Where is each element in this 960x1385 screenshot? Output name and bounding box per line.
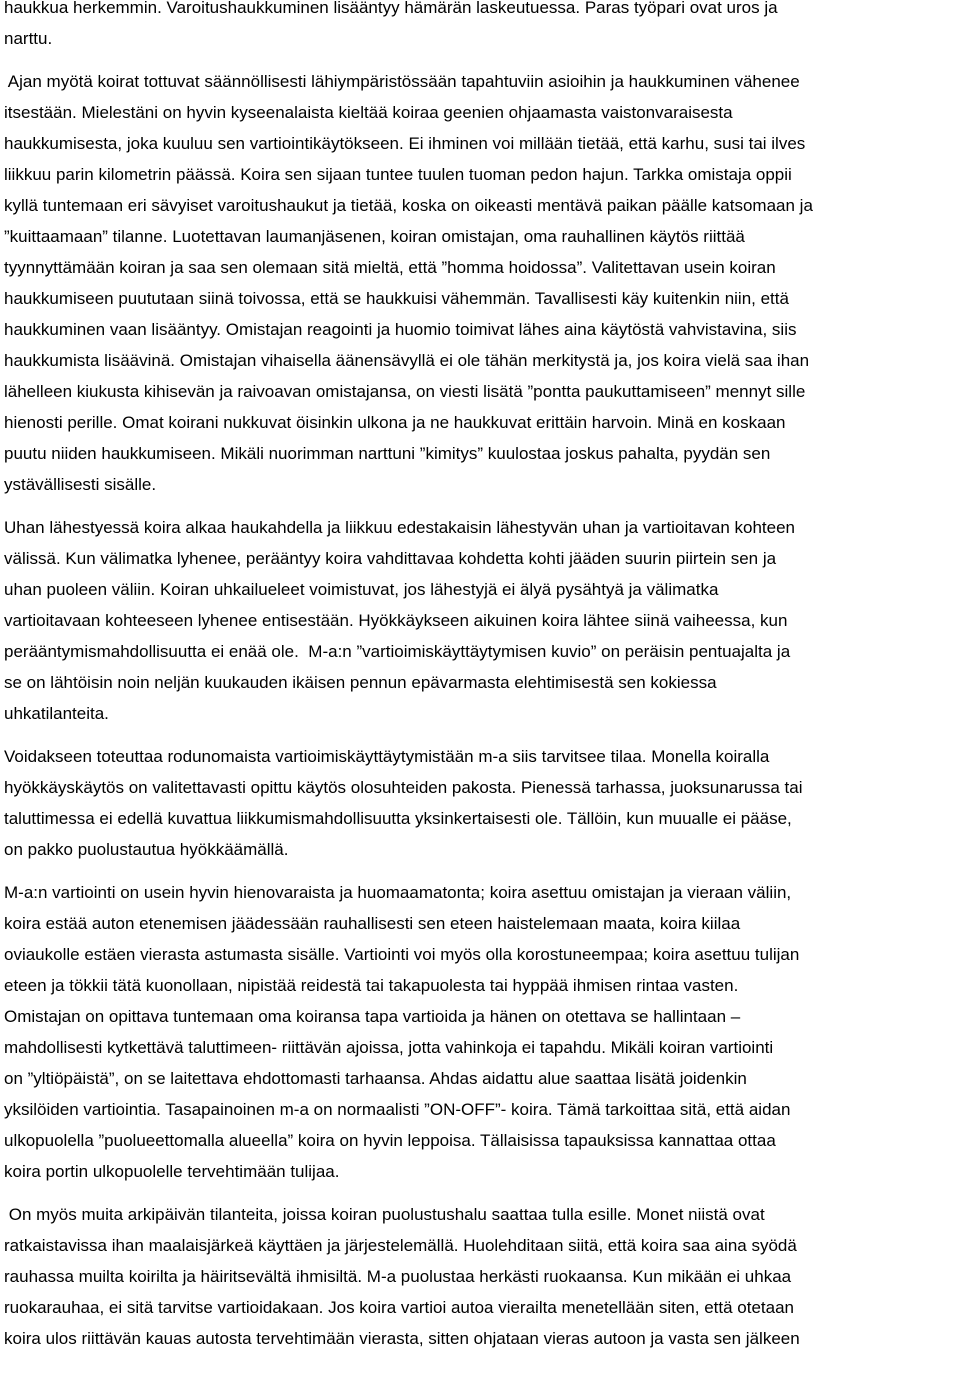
text-run: perääntymismahdollisuutta ei enää ole. M-a:n ”vartioimiskäyttäytymisen kuvio” on peräisin pentuajalta ja (4, 642, 791, 661)
text-run: Mielestäni on hyvin kyseenalaista kieltää koiraa geenien ohjaamasta vaistonvaraisesta (81, 103, 733, 122)
text-line (4, 970, 956, 1001)
text-run: eteen ja tökkii tätä kuonollaan, nipistää reidestä tai takapuolesta tai hyppää ihmisen rintaa vasten. (4, 976, 739, 995)
text-line (4, 0, 956, 23)
text-run: hyökkäyskäytös on valitettavasti opittu käytös olosuhteiden pakosta. Pienessä tarhassa, juoksunarussa tai (4, 778, 803, 797)
text-line (4, 23, 956, 54)
text-line (4, 283, 956, 314)
text-run: liikkuu parin kilometrin päässä. Koira sen sijaan tuntee tuulen tuoman pedon hajun. Tarkka omistaja oppii (4, 165, 792, 184)
text-line (4, 1261, 956, 1292)
text-line (4, 772, 956, 803)
text-line (4, 698, 956, 729)
text-line (4, 438, 956, 469)
text-line (4, 1001, 956, 1032)
document-paragraph (4, 1199, 956, 1354)
text-run: haukkumisesta, joka kuuluu sen vartiointikäytökseen. Ei ihminen voi millään tietää, että karhu, susi tai ilves (4, 134, 806, 153)
text-line (4, 741, 956, 772)
text-line (4, 605, 956, 636)
text-run: koira portin ulkopuolelle tervehtimään tulijaa. (4, 1162, 340, 1181)
text-line (4, 159, 956, 190)
text-run: on ”yltiöpäistä”, on se laitettava ehdottomasti tarhaansa. Ahdas aidattu alue saattaa lisätä joidenkin (4, 1069, 747, 1088)
text-run: Uhan lähestyessä koira alkaa haukahdella ja liikkuu edestakaisin lähestyvän uhan ja vartioitavan kohteen (4, 518, 795, 537)
text-line (4, 1199, 956, 1230)
document-paragraph (4, 0, 956, 54)
text-line (4, 512, 956, 543)
text-run: Ajan myötä koirat tottuvat säännöllisesti lähiympäristössään tapahtuviin asioihin ja haukkuminen vähenee (4, 72, 800, 91)
text-line (4, 834, 956, 865)
text-line (4, 543, 956, 574)
text-run: puutu niiden haukkumiseen. Mikäli nuorimman narttuni ”kimitys” kuulostaa joskus pahalta, pyydän sen (4, 444, 771, 463)
text-run: kyllä tuntemaan eri sävyiset varoitushaukut ja tietää, koska on oikeasti mentävä paikan päälle katsomaan ja (4, 196, 813, 215)
text-line (4, 469, 956, 500)
text-run: narttu. (4, 29, 53, 48)
text-line (4, 574, 956, 605)
text-run: mahdollisesti kytkettävä taluttimeen- riittävän ajoissa, jotta vahinkoja ei tapahdu. Mikäli koiran vartiointi (4, 1038, 774, 1057)
text-line (4, 1156, 956, 1187)
text-line (4, 636, 956, 667)
text-line (4, 1230, 956, 1261)
text-line (4, 1063, 956, 1094)
text-run: uhan puoleen väliin. Koiran uhkailueleet voimistuvat, jos lähestyjä ei älyä pysähtyä ja välimatka (4, 580, 719, 599)
document-paragraph (4, 741, 956, 865)
text-run: välissä. Kun välimatka lyhenee, perääntyy koira vahdittavaa kohdetta kohti jääden suurin piirtein sen ja (4, 549, 777, 568)
text-line (4, 1032, 956, 1063)
text-line (4, 221, 956, 252)
text-run: se on lähtöisin noin neljän kuukauden ikäisen pennun epävarmasta elehtimisestä sen kokiessa (4, 673, 717, 692)
text-run: vartioitavaan kohteeseen lyhenee entisestään. Hyökkäykseen aikuinen koira lähtee siinä vaiheessa, kun (4, 611, 788, 630)
text-run: on pakko puolustautua hyökkäämällä. (4, 840, 289, 859)
text-line (4, 908, 956, 939)
text-line (4, 252, 956, 283)
text-run: Voidakseen toteuttaa rodunomaista vartioimiskäyttäytymistään m-a siis tarvitsee tilaa. Monella koiralla (4, 747, 770, 766)
text-run: yksilöiden vartiointia. Tasapainoinen m-a on normaalisti ”ON-OFF”- koira. Tämä tarkoittaa sitä, että aidan (4, 1100, 791, 1119)
document-paragraph (4, 877, 956, 1187)
text-run: lähelleen kiukusta kihisevän ja raivoavan omistajansa, on viesti lisätä ”pontta paukuttamiseen” mennyt sille (4, 382, 806, 401)
text-run: haukkumista lisäävinä. Omistajan vihaisella äänensävyllä ei ole tähän merkitystä ja, jos koira vielä saa ihan (4, 351, 810, 370)
document-paragraph (4, 66, 956, 500)
text-run: Omistajan on opittava tuntemaan oma koiransa tapa vartioida ja hänen on otettava se hallintaan – (4, 1007, 741, 1026)
text-line (4, 1292, 956, 1323)
text-line (4, 877, 956, 908)
text-run: tyynnyttämään koiran ja saa sen olemaan sitä mieltä, että ”homma hoidossa”. Valitettavan usein koiran (4, 258, 776, 277)
text-line (4, 803, 956, 834)
text-line (4, 314, 956, 345)
text-line (4, 66, 956, 97)
text-run: M-a:n vartiointi on usein hyvin hienovaraista ja huomaamatonta; koira asettuu omistajan ja vieraan väliin, (4, 883, 792, 902)
text-line (4, 1125, 956, 1156)
text-line (4, 939, 956, 970)
text-run: uhkatilanteita. (4, 704, 109, 723)
text-line (4, 345, 956, 376)
text-run: hienosti perille. Omat koirani nukkuvat öisinkin ulkona ja ne haukkuvat erittäin harvoin. Minä en koskaan (4, 413, 786, 432)
text-run: haukkuminen vaan lisääntyy. Omistajan reagointi ja huomio toimivat lähes aina käytöstä vahvistavina, siis (4, 320, 797, 339)
text-line (4, 97, 956, 128)
text-run: ruokarauhaa, ei sitä tarvitse vartioidakaan. Jos koira vartioi autoa vierailta menetellään siten, että otetaan (4, 1298, 795, 1317)
text-line (4, 376, 956, 407)
text-line (4, 1094, 956, 1125)
text-run: ”kuittaamaan” tilanne. Luotettavan laumanjäsenen, koiran omistajan, oma rauhallinen käytös riittää (4, 227, 745, 246)
text-run: taluttimessa ei edellä kuvattua liikkumismahdollisuutta yksinkertaisesti ole. Tällöin, kun muualle ei pääse, (4, 809, 792, 828)
text-line (4, 667, 956, 698)
text-line (4, 190, 956, 221)
text-run: koira ulos riittävän kauas autosta tervehtimään vierasta, sitten ohjataan vieras autoon ja vasta sen jälkeen (4, 1329, 800, 1348)
text-line (4, 407, 956, 438)
text-run: haukkua herkemmin. Varoitushaukkuminen lisääntyy hämärän laskeutuessa. Paras työpari ovat uros ja (4, 0, 778, 17)
text-run: ystävällisesti sisälle. (4, 475, 157, 494)
text-run: itsestään. (4, 103, 82, 122)
text-line (4, 1323, 956, 1354)
text-run: koira estää auton etenemisen jäädessään rauhallisesti sen eteen haistelemaan maata, koira kiilaa (4, 914, 741, 933)
text-run: rauhassa muilta koirilta ja häiritsevältä ihmisiltä. M-a puolustaa herkästi ruokaansa. Kun mikään ei uhkaa (4, 1267, 792, 1286)
document-page (4, 0, 956, 1366)
text-run: On myös muita arkipäivän tilanteita, joissa koiran puolustushalu saattaa tulla esille. Monet niistä ovat (4, 1205, 765, 1224)
text-run: oviaukolle estäen vierasta astumasta sisälle. Vartiointi voi myös olla korostuneempaa; koira asettuu tulijan (4, 945, 800, 964)
text-run: ulkopuolella ”puolueettomalla alueella” koira on hyvin leppoisa. Tällaisissa tapauksissa kannattaa ottaa (4, 1131, 776, 1150)
document-paragraph (4, 512, 956, 729)
text-line (4, 128, 956, 159)
text-run: ratkaistavissa ihan maalaisjärkeä käyttäen ja järjestelemällä. Huolehditaan siitä, että koira saa aina syödä (4, 1236, 797, 1255)
text-run: haukkumiseen puututaan siinä toivossa, että se haukkuisi vähemmän. Tavallisesti käy kuitenkin niin, että (4, 289, 789, 308)
